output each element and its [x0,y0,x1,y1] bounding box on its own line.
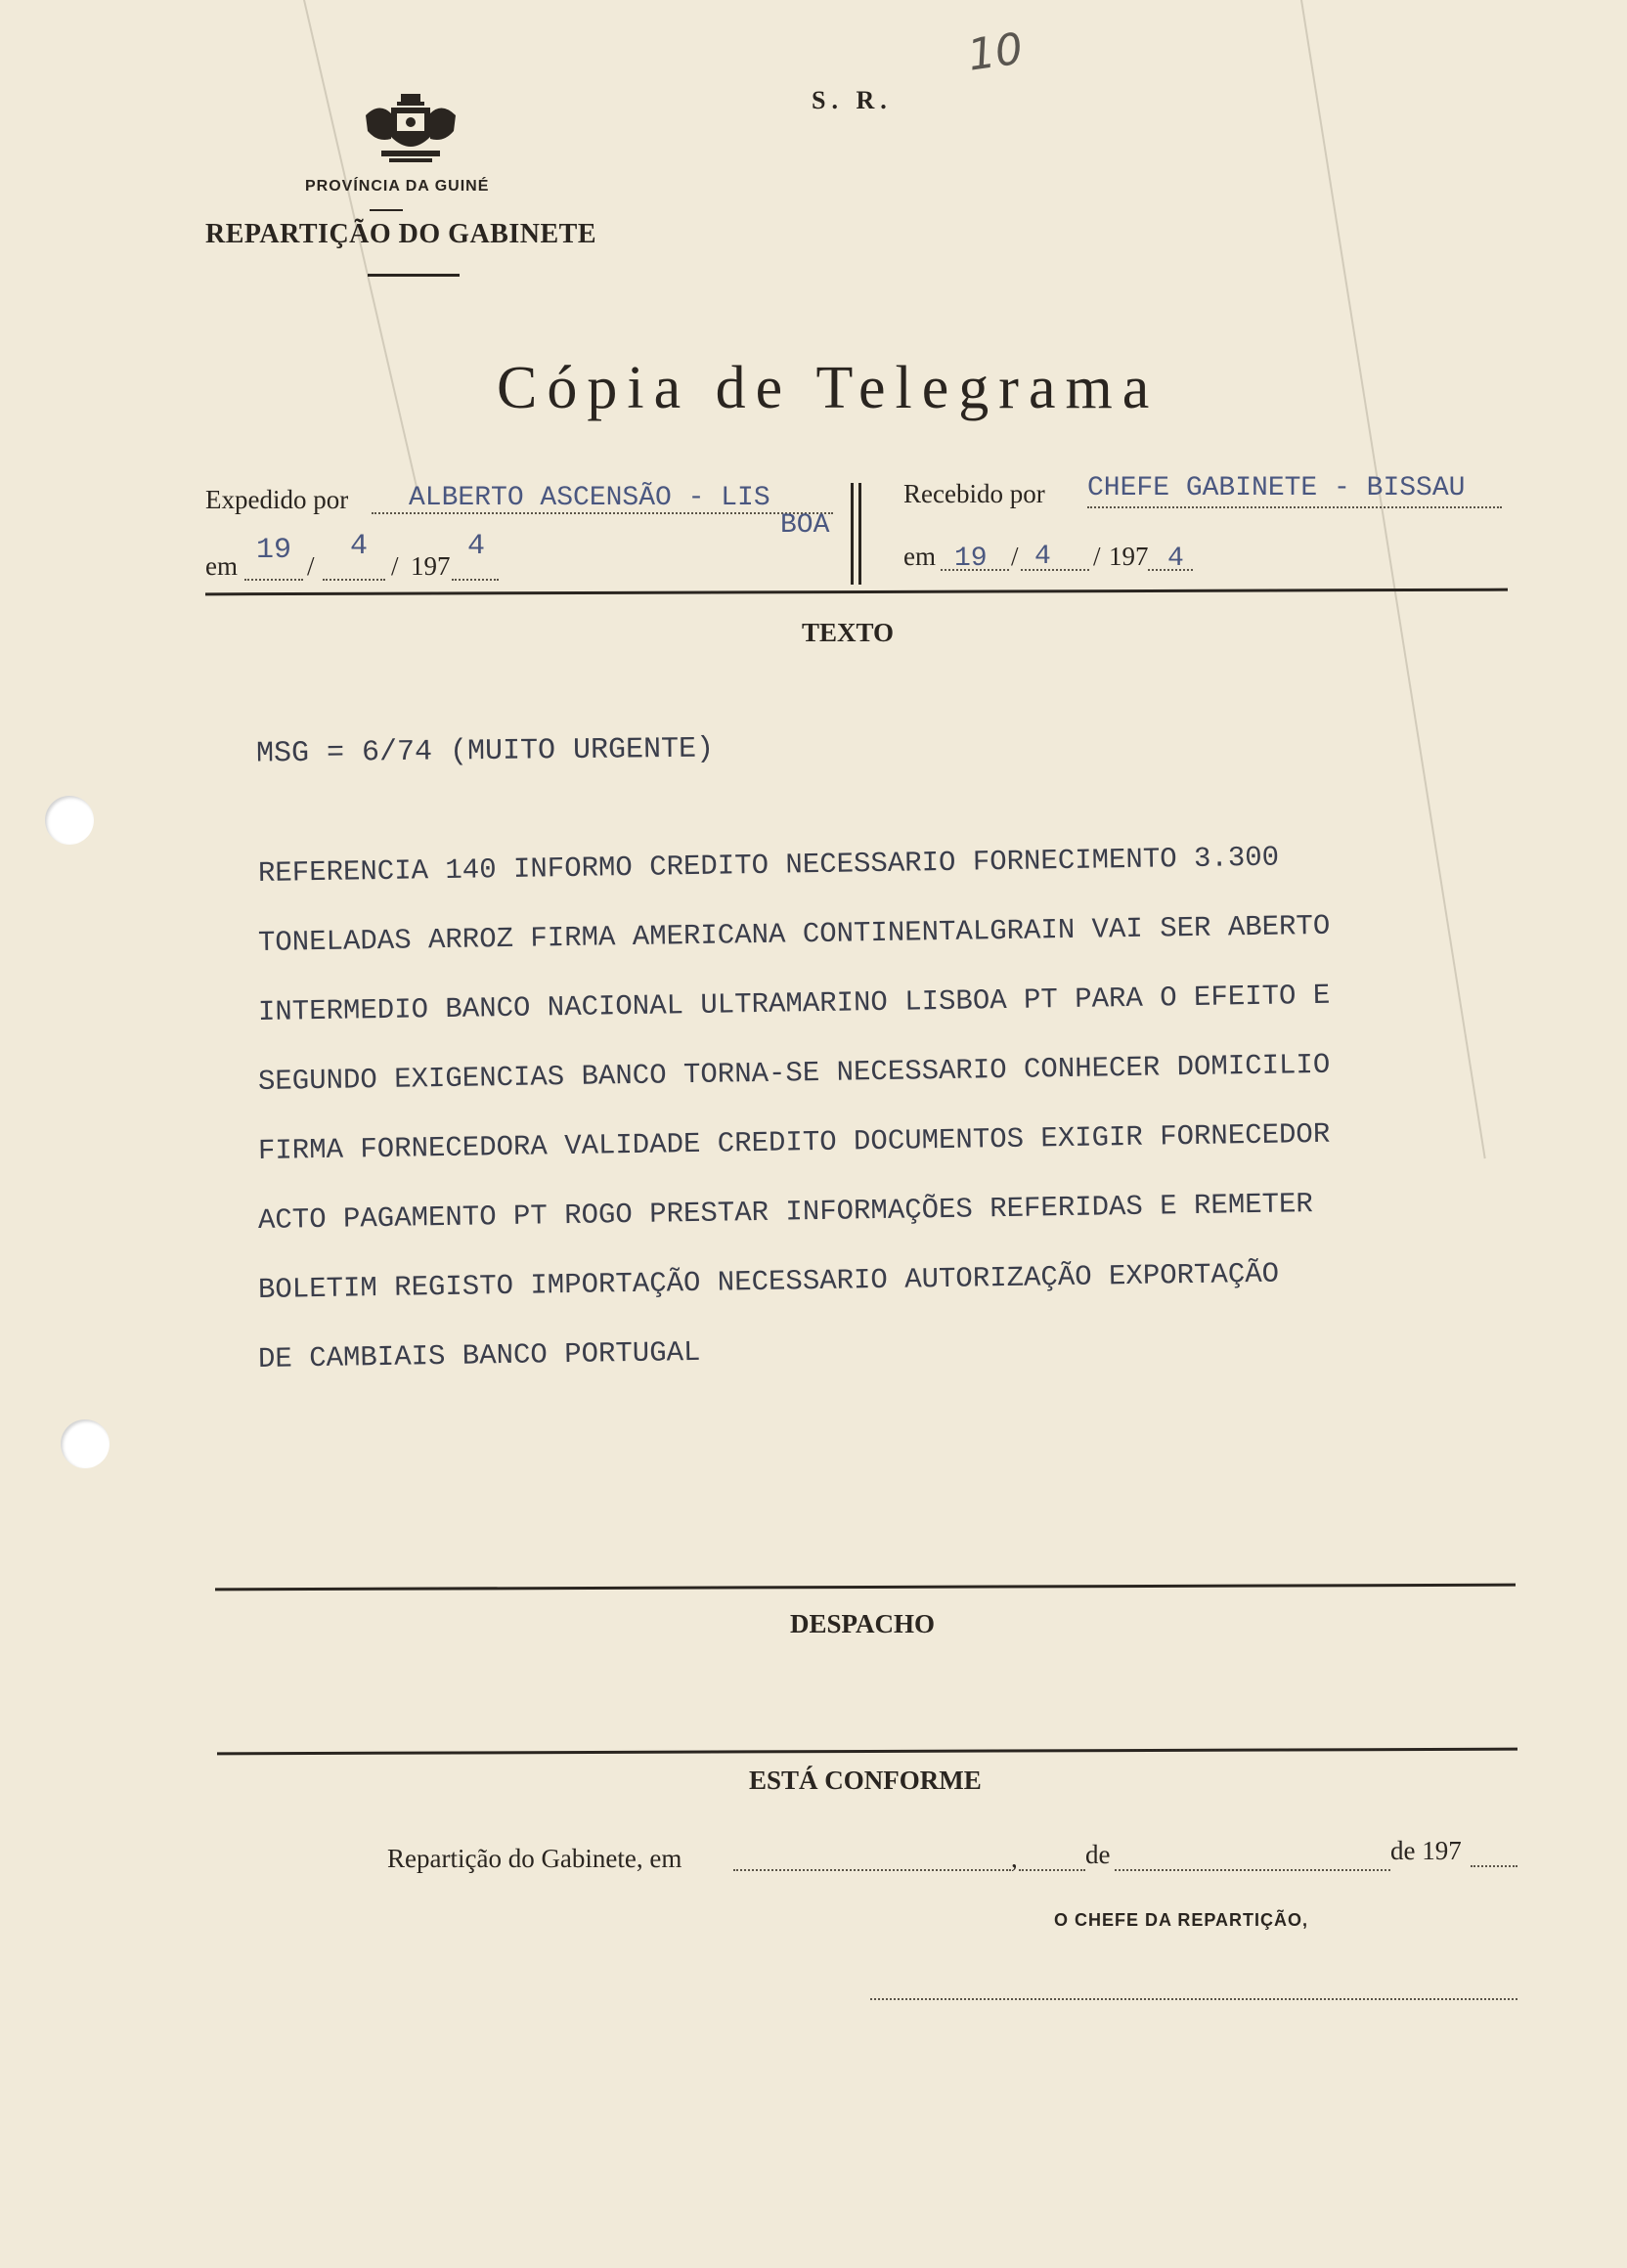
sender-date-day: 19 [256,534,292,567]
date-separator: / [1011,542,1019,571]
column-divider [858,483,861,585]
message-line: FIRMA FORNECEDORA VALIDADE CREDITO DOCUMENTOS EXIGIR FORNECEDOR [257,1117,1331,1167]
message-line: DE CAMBIAIS BANCO PORTUGAL [257,1335,701,1375]
receiver-day-line [941,569,1009,571]
handwritten-page-number: 10 [964,23,1027,81]
sender-month-line [323,579,385,581]
divider [370,209,403,211]
signatory-title: O CHEFE DA REPARTIÇÃO, [1054,1910,1309,1930]
sender-value-continuation: BOA [780,510,830,541]
receiver-year-suffix: 4 [1167,544,1184,574]
certification-de: de [1085,1840,1111,1869]
texto-heading: TEXTO [802,618,895,647]
certification-day-line [1019,1869,1085,1871]
punch-hole [45,796,94,845]
sender-date-month: 4 [350,530,369,563]
message-line: INTERMEDIO BANCO NACIONAL ULTRAMARINO LISBOA PT PARA O EFEITO E [257,979,1331,1028]
sender-date-label: em [205,551,238,581]
receiver-value: CHEFE GABINETE - BISSAU [1087,473,1466,503]
message-line: ACTO PAGAMENTO PT ROGO PRESTAR INFORMAÇÕES REFERIDAS E REMETER [257,1188,1314,1237]
message-line: BOLETIM REGISTO IMPORTAÇÃO NECESSARIO AUTORIZAÇÃO EXPORTAÇÃO [257,1257,1280,1306]
sender-day-line [244,579,303,581]
receiver-date-day: 19 [954,544,988,574]
certification-text: Repartição do Gabinete, em [387,1844,682,1873]
sender-value: ALBERTO ASCENSÃO - LIS [409,483,770,513]
sender-year-prefix: 197 [411,551,451,581]
section-rule [217,1748,1517,1756]
receiver-date-label: em [903,542,936,571]
punch-hole [61,1419,110,1468]
date-separator: / [1093,542,1101,571]
sender-label: Expedido por [205,485,349,514]
classification-mark: S. R. [812,86,893,114]
signature-line [870,1998,1517,2000]
receiver-year-line [1148,569,1193,571]
receiver-year-prefix: 197 [1109,542,1149,571]
message-line: SEGUNDO EXIGENCIAS BANCO TORNA-SE NECESSARIO CONHECER DOMICILIO [257,1048,1331,1098]
receiver-month-line [1021,569,1089,571]
certification-month-line [1115,1869,1390,1871]
coat-of-arms-icon [362,92,460,170]
date-separator: / [391,551,399,581]
despacho-heading: DESPACHO [790,1609,936,1638]
date-separator: / [307,551,315,581]
message-line: REFERENCIA 140 INFORMO CREDITO NECESSARIO FORNECIMENTO 3.300 [257,841,1280,890]
province-label: PROVÍNCIA DA GUINÉ [305,178,490,195]
message-line: TONELADAS ARROZ FIRMA AMERICANA CONTINENTALGRAIN VAI SER ABERTO [257,909,1331,959]
receiver-dotted-line [1087,506,1502,508]
certification-year-text: de 197 [1390,1836,1462,1865]
message-body [258,839,1529,1394]
message-header: MSG = 6/74 (MUITO URGENTE) [255,732,715,771]
sender-year-line [452,579,499,581]
receiver-label: Recebido por [903,479,1045,508]
section-rule [205,589,1508,596]
certification-year-line [1471,1865,1517,1867]
certification-date-line [733,1869,1011,1871]
certification-comma: , [1011,1844,1018,1873]
sender-year-suffix: 4 [467,530,486,563]
divider [368,274,460,277]
department-label: REPARTIÇÃO DO GABINETE [205,219,596,249]
column-divider [851,483,854,585]
document-title: Cópia de Telegrama [497,355,1160,421]
section-rule [215,1584,1516,1592]
receiver-date-month: 4 [1034,542,1051,572]
conforme-heading: ESTÁ CONFORME [749,1766,982,1795]
